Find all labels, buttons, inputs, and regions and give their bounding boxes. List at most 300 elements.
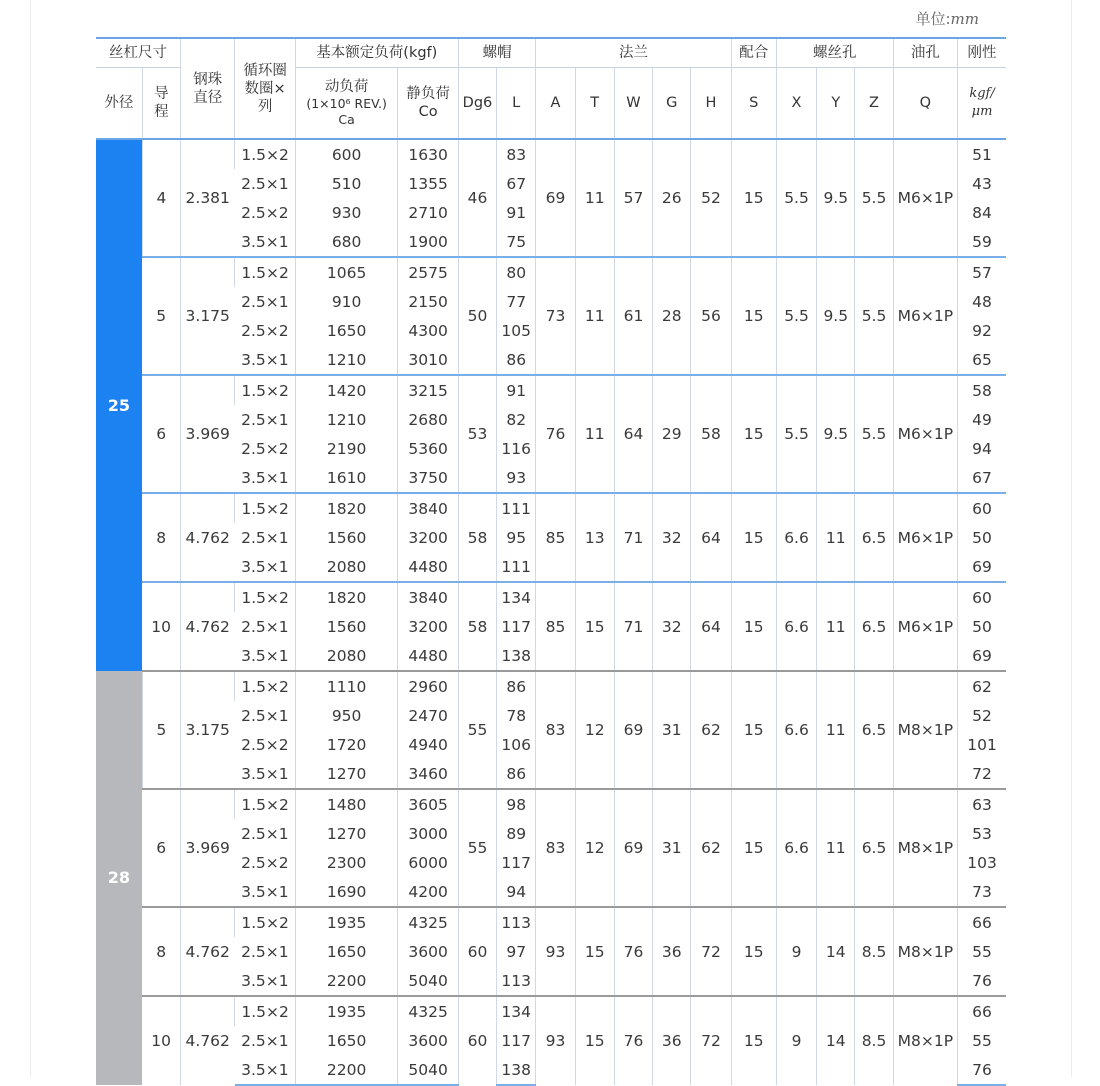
hdr-dyn-load-3: Ca	[338, 112, 355, 127]
circuits-cell: 1.5×2	[235, 789, 295, 819]
static-load-cell: 1630	[398, 139, 458, 169]
nut-length-cell: 117	[497, 848, 536, 877]
dg6-cell: 55	[458, 789, 496, 907]
dg6-cell: 58	[458, 582, 496, 671]
z-cell: 6.5	[855, 582, 893, 671]
nut-length-cell: 86	[497, 671, 536, 701]
outer-dia-cell: 28	[96, 671, 142, 1085]
lead-cell: 10	[142, 996, 180, 1085]
nut-length-cell: 116	[497, 434, 536, 463]
rigidity-cell: 65	[958, 345, 1006, 375]
dyn-load-cell: 1690	[295, 877, 398, 907]
circuits-cell: 3.5×1	[241, 764, 289, 783]
w-cell: 71	[614, 582, 652, 671]
ball-dia-cell: 4.762	[181, 996, 235, 1085]
dyn-load-cell: 1720	[295, 730, 398, 759]
y-cell: 14	[817, 996, 855, 1085]
y-cell: 11	[817, 493, 855, 582]
w-cell: 57	[614, 139, 652, 257]
hdr-rigidity-unit-2: μm	[971, 104, 993, 119]
t-cell: 15	[575, 996, 614, 1085]
static-load-cell: 3460	[398, 759, 458, 789]
circuits-cell: 3.5×1	[241, 882, 289, 901]
x-cell: 6.6	[776, 493, 816, 582]
x-cell: 6.6	[776, 671, 816, 789]
circuits-cell: 3.5×1	[235, 1055, 295, 1085]
nut-length-cell: 86	[497, 345, 536, 375]
rigidity-cell: 76	[958, 966, 1006, 996]
rigidity-cell: 50	[958, 612, 1006, 641]
y-cell: 11	[817, 671, 855, 789]
hdr-flange: 法兰	[536, 38, 731, 68]
ball-dia-cell: 3.175	[181, 257, 235, 375]
hdr-H: H	[691, 68, 731, 140]
y-cell: 9.5	[817, 139, 855, 257]
nut-length-cell: 117	[497, 1026, 536, 1055]
dyn-load-cell: 1270	[295, 819, 398, 848]
static-load-cell: 1900	[398, 227, 458, 257]
x-cell: 9	[776, 907, 816, 996]
nut-length-cell: 138	[497, 641, 536, 671]
z-cell: 5.5	[855, 375, 893, 493]
hdr-circuits-text: 循环圈数圈×列	[243, 62, 287, 115]
hdr-load-rating: 基本额定负荷(kgf)	[295, 38, 458, 68]
rigidity-cell: 69	[958, 552, 1006, 582]
rigidity-cell: 48	[958, 287, 1006, 316]
lead-cell: 4	[142, 139, 180, 257]
nut-length-cell: 67	[497, 169, 536, 198]
g-cell: 29	[653, 375, 691, 493]
rigidity-cell: 94	[958, 434, 1006, 463]
lead-cell: 6	[142, 789, 180, 907]
nut-length-cell: 80	[497, 257, 536, 287]
dg6-cell: 53	[458, 375, 496, 493]
circuits-cell: 2.5×1	[241, 292, 289, 311]
static-load-cell: 4480	[398, 552, 458, 582]
hdr-lead-text: 导程	[154, 86, 169, 120]
circuits-cell: 1.5×2	[235, 493, 295, 523]
nut-length-cell: 134	[497, 582, 536, 612]
hdr-T: T	[575, 68, 614, 140]
circuits-cell: 3.5×1	[241, 971, 289, 990]
t-cell: 12	[575, 789, 614, 907]
dyn-load-cell: 910	[295, 287, 398, 316]
circuits-cell: 1.5×2	[235, 582, 295, 612]
nut-length-cell: 91	[497, 198, 536, 227]
static-load-cell: 2710	[398, 198, 458, 227]
ball-screw-spec-table	[96, 37, 1006, 1086]
lead-cell: 10	[142, 582, 180, 671]
table-row	[96, 139, 1006, 169]
dyn-load-cell: 930	[295, 198, 398, 227]
rigidity-cell: 43	[958, 169, 1006, 198]
static-load-cell: 3605	[398, 789, 458, 819]
nut-length-cell: 78	[497, 701, 536, 730]
z-cell: 8.5	[855, 996, 893, 1085]
circuits-cell: 2.5×1	[241, 1031, 289, 1050]
static-load-cell: 3840	[398, 582, 458, 612]
a-cell: 69	[536, 139, 575, 257]
rigidity-cell: 57	[958, 257, 1006, 287]
h-cell: 64	[691, 493, 731, 582]
x-cell: 5.5	[776, 257, 816, 375]
hdr-rigidity-unit-1: kgf/	[969, 86, 995, 101]
table-row	[96, 375, 1006, 405]
s-cell: 15	[731, 789, 776, 907]
dyn-load-cell: 1935	[295, 996, 398, 1026]
dyn-load-cell: 680	[295, 227, 398, 257]
lead-cell: 6	[142, 375, 180, 493]
x-cell: 9	[776, 996, 816, 1085]
static-load-cell: 2960	[398, 671, 458, 701]
a-cell: 83	[536, 789, 575, 907]
h-cell: 72	[691, 907, 731, 996]
rigidity-cell: 69	[958, 641, 1006, 671]
nut-length-cell: 98	[497, 789, 536, 819]
nut-length-cell: 82	[497, 405, 536, 434]
circuits-cell: 2.5×2	[241, 853, 289, 872]
z-cell: 5.5	[855, 257, 893, 375]
hdr-static-load-2: Co	[418, 104, 438, 120]
dyn-load-cell: 2080	[295, 641, 398, 671]
q-cell: M6×1P	[893, 257, 957, 375]
hdr-rigidity-unit	[958, 68, 1006, 140]
a-cell: 85	[536, 582, 575, 671]
t-cell: 11	[575, 139, 614, 257]
s-cell: 15	[731, 257, 776, 375]
w-cell: 61	[614, 257, 652, 375]
rigidity-cell: 50	[958, 523, 1006, 552]
ball-dia-cell: 3.175	[181, 671, 235, 789]
s-cell: 15	[731, 582, 776, 671]
nut-length-cell: 94	[497, 877, 536, 907]
g-cell: 36	[653, 996, 691, 1085]
static-load-cell: 3600	[398, 937, 458, 966]
circuits-cell: 2.5×1	[241, 617, 289, 636]
circuits-cell: 3.5×1	[241, 232, 289, 251]
circuits-cell: 1.5×2	[235, 257, 295, 287]
g-cell: 32	[653, 582, 691, 671]
static-load-cell: 3200	[398, 612, 458, 641]
q-cell: M6×1P	[893, 375, 957, 493]
q-cell: M8×1P	[893, 789, 957, 907]
z-cell: 6.5	[855, 789, 893, 907]
dyn-load-cell: 1210	[295, 405, 398, 434]
dyn-load-cell: 2300	[295, 848, 398, 877]
nut-length-cell: 95	[497, 523, 536, 552]
s-cell: 15	[731, 907, 776, 996]
dyn-load-cell: 1650	[295, 316, 398, 345]
hdr-bolt-hole: 螺丝孔	[776, 38, 893, 68]
static-load-cell: 5040	[398, 1055, 458, 1085]
nut-length-cell: 83	[497, 139, 536, 169]
lead-cell: 8	[142, 907, 180, 996]
s-cell: 15	[731, 375, 776, 493]
ball-dia-cell: 3.969	[181, 789, 235, 907]
hdr-circuits	[235, 38, 295, 139]
nut-length-cell: 106	[497, 730, 536, 759]
dyn-load-cell: 1610	[295, 463, 398, 493]
unit-label	[915, 8, 979, 29]
hdr-L: L	[497, 68, 536, 140]
t-cell: 13	[575, 493, 614, 582]
s-cell: 15	[731, 671, 776, 789]
circuits-cell: 2.5×1	[241, 706, 289, 725]
static-load-cell: 5360	[398, 434, 458, 463]
static-load-cell: 3010	[398, 345, 458, 375]
table-row	[96, 996, 1006, 1026]
hdr-nut: 螺帽	[458, 38, 536, 68]
nut-length-cell: 113	[497, 966, 536, 996]
hdr-W: W	[614, 68, 652, 140]
dg6-cell: 55	[458, 671, 496, 789]
rigidity-cell: 67	[958, 463, 1006, 493]
a-cell: 93	[536, 996, 575, 1085]
dyn-load-cell: 1270	[295, 759, 398, 789]
x-cell: 5.5	[776, 375, 816, 493]
static-load-cell: 3750	[398, 463, 458, 493]
hdr-dyn-load	[295, 68, 398, 140]
w-cell: 76	[614, 907, 652, 996]
w-cell: 69	[614, 671, 652, 789]
hdr-dg6: Dg6	[458, 68, 496, 140]
rigidity-cell: 58	[958, 375, 1006, 405]
static-load-cell: 4300	[398, 316, 458, 345]
t-cell: 15	[575, 582, 614, 671]
table-header	[96, 38, 1006, 139]
rigidity-cell: 49	[958, 405, 1006, 434]
ball-dia-cell: 4.762	[181, 582, 235, 671]
hdr-ball-dia-text: 钢珠直径	[193, 71, 223, 106]
static-load-cell: 1355	[398, 169, 458, 198]
rigidity-cell: 52	[958, 701, 1006, 730]
hdr-fit: 配合	[731, 38, 776, 68]
z-cell: 5.5	[855, 139, 893, 257]
y-cell: 14	[817, 907, 855, 996]
static-load-cell: 3840	[398, 493, 458, 523]
hdr-rigidity: 刚性	[958, 38, 1006, 68]
rigidity-cell: 59	[958, 227, 1006, 257]
lead-cell: 5	[142, 671, 180, 789]
rigidity-cell: 51	[958, 139, 1006, 169]
a-cell: 85	[536, 493, 575, 582]
ball-dia-cell: 3.969	[181, 375, 235, 493]
t-cell: 11	[575, 375, 614, 493]
hdr-lead	[142, 68, 180, 140]
w-cell: 69	[614, 789, 652, 907]
nut-length-cell: 111	[497, 552, 536, 582]
rigidity-cell: 60	[958, 582, 1006, 612]
static-load-cell: 2470	[398, 701, 458, 730]
h-cell: 52	[691, 139, 731, 257]
rigidity-cell: 66	[958, 907, 1006, 937]
dyn-load-cell: 1935	[295, 907, 398, 937]
circuits-cell: 2.5×2	[241, 439, 289, 458]
hdr-dyn-load-1: 动负荷	[324, 79, 369, 95]
rigidity-cell: 103	[958, 848, 1006, 877]
hdr-static-load-1: 静负荷	[406, 86, 450, 102]
dyn-load-cell: 1820	[295, 582, 398, 612]
static-load-cell: 5040	[398, 966, 458, 996]
nut-length-cell: 77	[497, 287, 536, 316]
table-row	[96, 257, 1006, 287]
t-cell: 12	[575, 671, 614, 789]
dyn-load-cell: 2190	[295, 434, 398, 463]
dyn-load-cell: 2080	[295, 552, 398, 582]
hdr-outer-dia: 外径	[96, 68, 142, 140]
rigidity-cell: 60	[958, 493, 1006, 523]
circuits-cell: 3.5×1	[241, 468, 289, 487]
hdr-ball-dia	[181, 38, 235, 139]
dyn-load-cell: 1065	[295, 257, 398, 287]
static-load-cell: 3000	[398, 819, 458, 848]
s-cell: 15	[731, 493, 776, 582]
dyn-load-cell: 1650	[295, 937, 398, 966]
hdr-X: X	[776, 68, 816, 140]
x-cell: 6.6	[776, 789, 816, 907]
rigidity-cell: 76	[958, 1055, 1006, 1085]
circuits-cell: 2.5×1	[241, 410, 289, 429]
w-cell: 64	[614, 375, 652, 493]
g-cell: 36	[653, 907, 691, 996]
g-cell: 28	[653, 257, 691, 375]
static-load-cell: 4480	[398, 641, 458, 671]
g-cell: 31	[653, 671, 691, 789]
hdr-G: G	[653, 68, 691, 140]
h-cell: 62	[691, 789, 731, 907]
h-cell: 56	[691, 257, 731, 375]
z-cell: 8.5	[855, 907, 893, 996]
a-cell: 83	[536, 671, 575, 789]
nut-length-cell: 113	[497, 907, 536, 937]
q-cell: M6×1P	[893, 139, 957, 257]
y-cell: 11	[817, 582, 855, 671]
static-load-cell: 4325	[398, 996, 458, 1026]
rigidity-cell: 66	[958, 996, 1006, 1026]
table-body	[96, 139, 1006, 1085]
static-load-cell: 3215	[398, 375, 458, 405]
dyn-load-cell: 600	[295, 139, 398, 169]
dyn-load-cell: 1480	[295, 789, 398, 819]
circuits-cell: 3.5×1	[241, 646, 289, 665]
g-cell: 31	[653, 789, 691, 907]
static-load-cell: 4325	[398, 907, 458, 937]
hdr-Z: Z	[855, 68, 893, 140]
unit-prefix: 单位:	[915, 10, 951, 28]
q-cell: M8×1P	[893, 996, 957, 1085]
nut-length-cell: 138	[497, 1055, 536, 1085]
nut-length-cell: 134	[497, 996, 536, 1026]
nut-length-cell: 86	[497, 759, 536, 789]
rigidity-cell: 84	[958, 198, 1006, 227]
dyn-load-cell: 2200	[295, 1055, 398, 1085]
circuits-cell: 3.5×1	[241, 350, 289, 369]
rigidity-cell: 101	[958, 730, 1006, 759]
ball-dia-cell: 2.381	[181, 139, 235, 257]
circuits-cell: 1.5×2	[235, 996, 295, 1026]
y-cell: 9.5	[817, 257, 855, 375]
table-row	[96, 582, 1006, 612]
static-load-cell: 2150	[398, 287, 458, 316]
x-cell: 5.5	[776, 139, 816, 257]
y-cell: 11	[817, 789, 855, 907]
hdr-A: A	[536, 68, 575, 140]
dyn-load-cell: 950	[295, 701, 398, 730]
circuits-cell: 2.5×1	[241, 824, 289, 843]
q-cell: M6×1P	[893, 493, 957, 582]
w-cell: 71	[614, 493, 652, 582]
dg6-cell: 60	[458, 996, 496, 1085]
nut-length-cell: 97	[497, 937, 536, 966]
static-load-cell: 2680	[398, 405, 458, 434]
hdr-Y: Y	[817, 68, 855, 140]
ball-dia-cell: 4.762	[181, 493, 235, 582]
dyn-load-cell: 1420	[295, 375, 398, 405]
lead-cell: 5	[142, 257, 180, 375]
nut-length-cell: 75	[497, 227, 536, 257]
dg6-cell: 46	[458, 139, 496, 257]
circuits-cell: 2.5×1	[241, 942, 289, 961]
nut-length-cell: 105	[497, 316, 536, 345]
circuits-cell: 1.5×2	[235, 671, 295, 701]
hdr-screw-size: 丝杠尺寸	[96, 38, 181, 68]
g-cell: 32	[653, 493, 691, 582]
nut-length-cell: 111	[497, 493, 536, 523]
circuits-cell: 1.5×2	[235, 375, 295, 405]
dyn-load-cell: 1820	[295, 493, 398, 523]
hdr-oil-hole: 油孔	[893, 38, 957, 68]
a-cell: 93	[536, 907, 575, 996]
circuits-cell: 1.5×2	[235, 139, 295, 169]
q-cell: M6×1P	[893, 582, 957, 671]
g-cell: 26	[653, 139, 691, 257]
q-cell: M8×1P	[893, 671, 957, 789]
t-cell: 15	[575, 907, 614, 996]
circuits-cell: 2.5×2	[241, 735, 289, 754]
hdr-Q: Q	[893, 68, 957, 140]
rigidity-cell: 73	[958, 877, 1006, 907]
a-cell: 73	[536, 257, 575, 375]
dyn-load-cell: 1560	[295, 523, 398, 552]
dyn-load-cell: 2200	[295, 966, 398, 996]
s-cell: 15	[731, 996, 776, 1085]
dg6-cell: 50	[458, 257, 496, 375]
dyn-load-cell: 1650	[295, 1026, 398, 1055]
y-cell: 9.5	[817, 375, 855, 493]
static-load-cell: 2575	[398, 257, 458, 287]
static-load-cell: 6000	[398, 848, 458, 877]
dg6-cell: 58	[458, 493, 496, 582]
table-row	[96, 789, 1006, 819]
w-cell: 76	[614, 996, 652, 1085]
table-row	[96, 493, 1006, 523]
static-load-cell: 4200	[398, 877, 458, 907]
rigidity-cell: 92	[958, 316, 1006, 345]
q-cell: M8×1P	[893, 907, 957, 996]
static-load-cell: 3600	[398, 1026, 458, 1055]
static-load-cell: 3200	[398, 523, 458, 552]
circuits-cell: 2.5×2	[241, 321, 289, 340]
static-load-cell: 4940	[398, 730, 458, 759]
rigidity-cell: 63	[958, 789, 1006, 819]
h-cell: 64	[691, 582, 731, 671]
nut-length-cell: 117	[497, 612, 536, 641]
table-row	[96, 907, 1006, 937]
hdr-dyn-load-2: (1×10⁶ REV.)	[306, 96, 387, 111]
hdr-static-load	[398, 68, 458, 140]
h-cell: 72	[691, 996, 731, 1085]
h-cell: 58	[691, 375, 731, 493]
